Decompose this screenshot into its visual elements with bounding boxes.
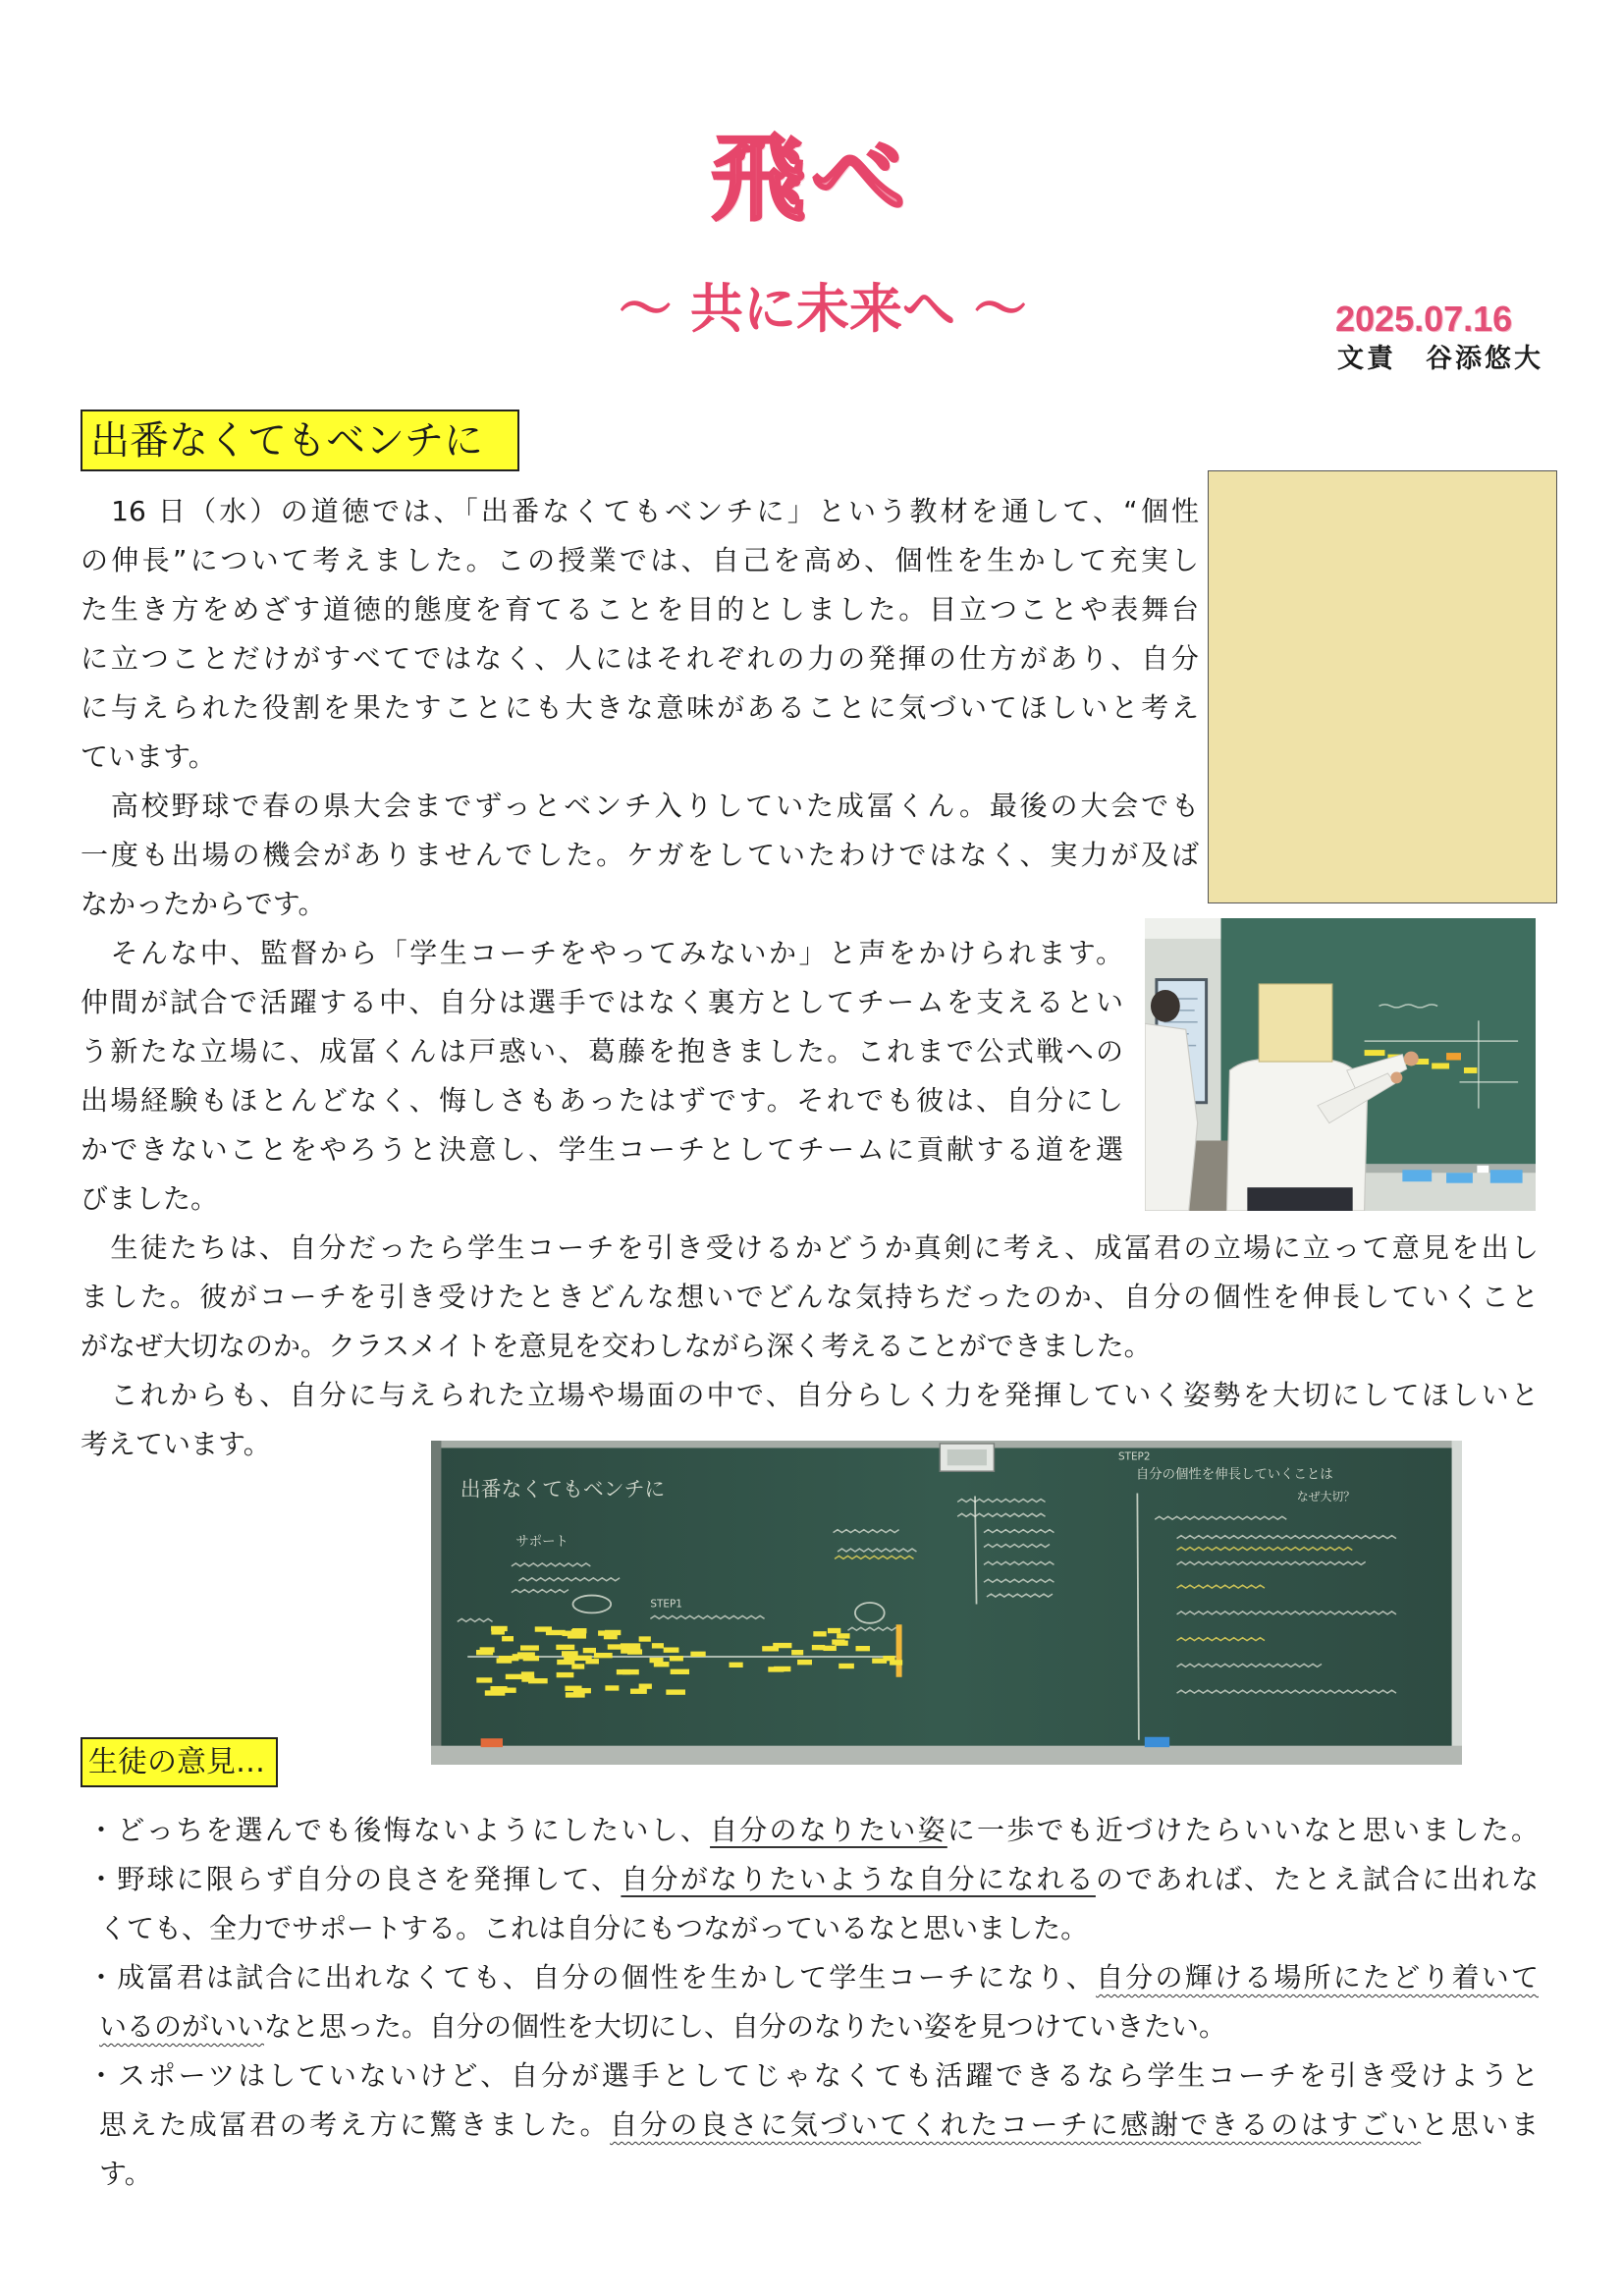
- opinion-line: [87, 1806, 1539, 1855]
- sticky-note: [671, 1669, 689, 1674]
- opinion-underlined-text: 自分がなりたいような自分になれる: [621, 1863, 1096, 1895]
- sticky-note: [557, 1660, 574, 1665]
- sticky-note: [813, 1631, 826, 1636]
- blackboard-photo-image: [431, 1441, 1462, 1765]
- sticky-note: [828, 1628, 840, 1633]
- student-pants: [1247, 1187, 1352, 1211]
- sticky-note: [476, 1650, 493, 1655]
- board-note: [1464, 1067, 1477, 1073]
- opinion-underlined-text: いるのがいい: [99, 2010, 265, 2043]
- article-line: 生徒たちは、自分だったら学生コーチを引き受けるかどうか真剣に考え、成冨君の立場に立って意見を出し: [81, 1231, 1539, 1264]
- sticky-note: [791, 1650, 803, 1655]
- chalk-lesson-title: 出番なくてもベンチに: [460, 1477, 666, 1502]
- sticky-note: [670, 1656, 683, 1661]
- article-line: そんな中、監督から「学生コーチをやってみないか」と声をかけられます。: [81, 937, 1123, 969]
- sticky-note: [594, 1653, 613, 1658]
- article-line: 出場経験もほとんどなく、悔しさもあったはずです。それでも彼は、自分にし: [81, 1084, 1123, 1117]
- opinion-line: [87, 1953, 1539, 2002]
- opinion-line: [87, 1904, 1539, 1953]
- opinion-line: [87, 2101, 1539, 2150]
- opinions-heading: [81, 1737, 278, 1787]
- opinion-line: [87, 1855, 1539, 1904]
- sticky-note: [621, 1648, 640, 1653]
- article-line: 一度も出場の機会がありませんでした。ケガをしていたわけではなく、実力が及ば: [81, 839, 1199, 871]
- sticky-note: [506, 1674, 523, 1679]
- tray-item: [1490, 1170, 1523, 1182]
- sticky-note: [583, 1648, 596, 1653]
- article-line: に与えられた役割を果たすことにも大きな意味があることに気づいてほしいと考え: [81, 691, 1199, 724]
- opinions-heading-text: 生徒の意見…: [88, 1744, 265, 1779]
- wall-clock: [940, 1444, 994, 1471]
- sticky-note: [762, 1646, 779, 1651]
- blackboard-photo: [431, 1441, 1462, 1765]
- chalk-question: 自分の個性を伸長していくことは: [1135, 1467, 1333, 1483]
- sticky-note: [690, 1652, 705, 1657]
- tray-item: [1446, 1173, 1473, 1182]
- article-line: がなぜ大切なのか。クラスメイトを意見を交わしながら深く考えることができました。: [81, 1330, 1152, 1362]
- sticky-note: [528, 1678, 548, 1683]
- sticky-note: [654, 1662, 670, 1667]
- board-left-frame: [431, 1441, 441, 1765]
- newsletter-subtitle: 〜 共に未来へ 〜: [619, 278, 1027, 340]
- sticky-note: [562, 1651, 578, 1656]
- chalk-question-why: なぜ大切？: [1296, 1489, 1356, 1503]
- opinion-text: 思えた成冨君の考え方に驚きました。: [99, 2108, 611, 2141]
- article-line: ました。彼がコーチを引き受けたときどんな想いでどんな気持ちだったのか、自分の個性を伸長していくこと: [81, 1281, 1539, 1313]
- article-line: なかったからです。: [81, 888, 326, 920]
- sticky-note: [497, 1658, 513, 1663]
- sticky-note: [797, 1660, 812, 1665]
- sticky-note: [872, 1658, 887, 1663]
- article-line: う新たな立場に、成冨くんは戸惑い、葛藤を抱きました。これまで公式戦への: [81, 1035, 1123, 1067]
- article-line: 考えています。: [81, 1428, 271, 1460]
- sticky-note: [520, 1645, 539, 1650]
- sticky-note: [823, 1646, 836, 1651]
- sticky-note: [608, 1644, 621, 1649]
- sticky-note: [557, 1672, 574, 1677]
- opinion-line: [87, 2150, 1539, 2199]
- classroom-photo-image: [1145, 918, 1536, 1211]
- blue-eraser: [1145, 1737, 1169, 1747]
- board-right-edge: [1452, 1441, 1462, 1765]
- tray-item: [1402, 1170, 1432, 1181]
- sticky-note: [499, 1688, 516, 1693]
- orange-eraser: [481, 1738, 503, 1747]
- sticky-note: [617, 1669, 630, 1674]
- opinion-text: す。: [99, 2158, 152, 2190]
- sticky-note: [639, 1636, 651, 1641]
- sticky-note: [666, 1689, 685, 1694]
- newsletter-title: 飛べ: [711, 123, 912, 234]
- opinion-text: ・野球に限らず自分の良さを発揮して、: [87, 1863, 622, 1895]
- clock-display: [947, 1449, 987, 1465]
- face-mask-box: [1259, 984, 1332, 1062]
- other-hand: [1390, 1071, 1402, 1083]
- sticky-note: [571, 1629, 586, 1634]
- opinion-underlined-text: 自分のなりたい姿: [710, 1814, 947, 1846]
- sticky-note: [491, 1629, 505, 1634]
- student-head: [1151, 990, 1180, 1022]
- opinion-underlined-text: 自分の輝ける場所にたどり着いて: [1096, 1961, 1539, 1994]
- article-line: これからも、自分に与えられた立場や場面の中で、自分らしく力を発揮していく姿勢を大切にしてほしいと: [81, 1379, 1539, 1411]
- article-heading-text: 出番なくてもベンチに: [90, 417, 483, 464]
- article-line: かできないことをやろうと決意し、学生コーチとしてチームに貢献する道を選: [81, 1133, 1123, 1166]
- opinion-text: ・成冨君は試合に出れなくても、自分の個性を生かして学生コーチになり、: [87, 1961, 1097, 1994]
- opinion-text: に一歩でも近づけたらいいなと思いました。: [947, 1814, 1539, 1846]
- opinion-text: くても、全力でサポートする。これは自分にもつながっているなと思いました。: [99, 1912, 1089, 1944]
- board-note: [1365, 1050, 1385, 1056]
- sticky-note: [730, 1663, 743, 1667]
- chalk-step1: STEP1: [650, 1598, 682, 1611]
- classroom-photo: [1145, 918, 1536, 1211]
- chalk-support: サポート: [515, 1535, 568, 1551]
- opinion-line: [87, 2051, 1539, 2101]
- opinion-text: なと思った。自分の個性を大切にし、自分のなりたい姿を見つけていきたい。: [264, 2010, 1227, 2043]
- sticky-note: [856, 1646, 870, 1651]
- article-line: の伸長”について考えました。この授業では、自己を高め、個性を生かして充実し: [81, 544, 1199, 576]
- sticky-note: [837, 1633, 849, 1638]
- sticky-note: [839, 1664, 854, 1668]
- article-line: 高校野球で春の県大会までずっとベンチ入りしていた成冨くん。最後の大会でも: [81, 790, 1199, 822]
- opinions-list: [87, 1806, 1539, 2199]
- chalk-tray: [431, 1746, 1462, 1765]
- sticky-note: [517, 1652, 535, 1657]
- sticky-note: [566, 1692, 585, 1697]
- sticky-note: [652, 1643, 664, 1648]
- tray-item: [1477, 1166, 1488, 1173]
- sticky-note: [556, 1645, 574, 1650]
- sticky-note: [630, 1689, 647, 1694]
- author-credit: 文責 谷添悠大: [1337, 344, 1543, 374]
- chalk-step2: STEP2: [1118, 1450, 1151, 1463]
- sticky-note: [535, 1626, 552, 1631]
- opinion-underlined-text: 自分の良さに気づいてくれたコーチに感謝できるのはすごい: [610, 2108, 1422, 2141]
- article-line: 仲間が試合で活躍する中、自分は選手ではなく裏方としてチームを支えるとい: [81, 986, 1123, 1018]
- article-line: 16 日（水）の道徳では、「出番なくてもベンチに」という教材を通して、“個性: [81, 495, 1199, 527]
- sticky-note: [621, 1643, 640, 1648]
- sticky-note: [502, 1636, 514, 1641]
- opinion-text: ・どっちを選んでも後悔ないようにしたいし、: [87, 1814, 711, 1846]
- raised-hand: [1404, 1052, 1419, 1066]
- sticky-note: [835, 1641, 847, 1646]
- article-heading: [81, 410, 519, 471]
- opinion-line: [87, 2002, 1539, 2051]
- sticky-note: [812, 1645, 825, 1650]
- opinion-text: のであれば、たとえ試合に出れな: [1095, 1863, 1539, 1895]
- issue-date: 2025.07.16: [1335, 299, 1513, 339]
- sticky-note: [605, 1685, 619, 1690]
- sticky-note: [598, 1630, 613, 1635]
- article-line: た生き方をめざす道徳的態度を育てることを目的としました。目立つことや表舞台: [81, 593, 1199, 626]
- sticky-note: [664, 1647, 679, 1652]
- article-line: びました。: [81, 1182, 219, 1215]
- opinion-text: と思いま: [1421, 2108, 1539, 2141]
- sticky-note: [639, 1684, 652, 1689]
- sticky-note: [476, 1677, 492, 1682]
- sticky-note: [768, 1667, 784, 1671]
- article-line: ています。: [81, 740, 216, 773]
- board-note: [1432, 1064, 1449, 1069]
- opinion-text: ・スポーツはしていないけど、自分が選手としてじゃなくても活躍できるなら学生コーチを引き受けようと: [87, 2059, 1539, 2092]
- board-note: [1446, 1053, 1461, 1060]
- article-line: に立つことだけがすべてではなく、人にはそれぞれの力の発揮の仕方があり、自分: [81, 642, 1199, 675]
